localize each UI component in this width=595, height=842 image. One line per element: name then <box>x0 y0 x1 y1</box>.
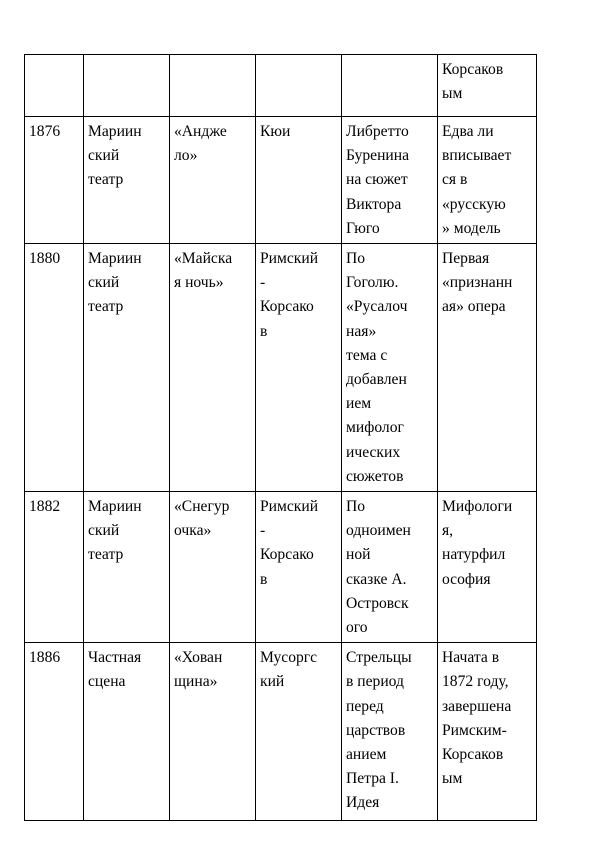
year-cell: 1876 <box>25 117 84 244</box>
table-row <box>25 244 537 492</box>
note-cell: Мифологи я, натурфил ософия <box>438 492 537 643</box>
table-row <box>25 117 537 244</box>
theatre-cell: Частная сцена <box>84 643 170 821</box>
source-cell: По Гоголю. «Русалоч ная» тема с добавлен ием мифолог ических сюжетов <box>342 244 438 492</box>
year-cell: 1880 <box>25 244 84 492</box>
note-cell: Корсаков ым <box>438 55 537 117</box>
year-cell: 1886 <box>25 643 84 821</box>
theatre-cell: Мариин ский театр <box>84 492 170 643</box>
table-row <box>25 55 537 117</box>
year-cell: 1882 <box>25 492 84 643</box>
note-cell: Начата в 1872 году, завершена Римским- Корсаков ым <box>438 643 537 821</box>
note-cell: Первая «признанн ая» опера <box>438 244 537 492</box>
composer-cell: Римский - Корсако в <box>256 244 342 492</box>
source-cell: По одноимен ной сказке А. Островск ого <box>342 492 438 643</box>
source-cell: Либретто Буренина на сюжет Виктора Гюго <box>342 117 438 244</box>
composer-cell: Мусоргс кий <box>256 643 342 821</box>
composer-cell: Кюи <box>256 117 342 244</box>
source-cell: Стрельцы в период перед царствов анием Петра I. Идея <box>342 643 438 821</box>
theatre-cell: Мариин ский театр <box>84 117 170 244</box>
table-row <box>25 492 537 643</box>
composer-cell: Римский - Корсако в <box>256 492 342 643</box>
opera-cell <box>170 55 256 117</box>
theatre-cell <box>84 55 170 117</box>
opera-table <box>24 54 537 821</box>
opera-cell: «Майска я ночь» <box>170 244 256 492</box>
theatre-cell: Мариин ский театр <box>84 244 170 492</box>
opera-cell: «Андже ло» <box>170 117 256 244</box>
year-cell <box>25 55 84 117</box>
source-cell <box>342 55 438 117</box>
opera-cell: «Хован щина» <box>170 643 256 821</box>
table-row <box>25 643 537 821</box>
note-cell: Едва ли вписывает ся в «русскую » модель <box>438 117 537 244</box>
opera-cell: «Снегур очка» <box>170 492 256 643</box>
composer-cell <box>256 55 342 117</box>
